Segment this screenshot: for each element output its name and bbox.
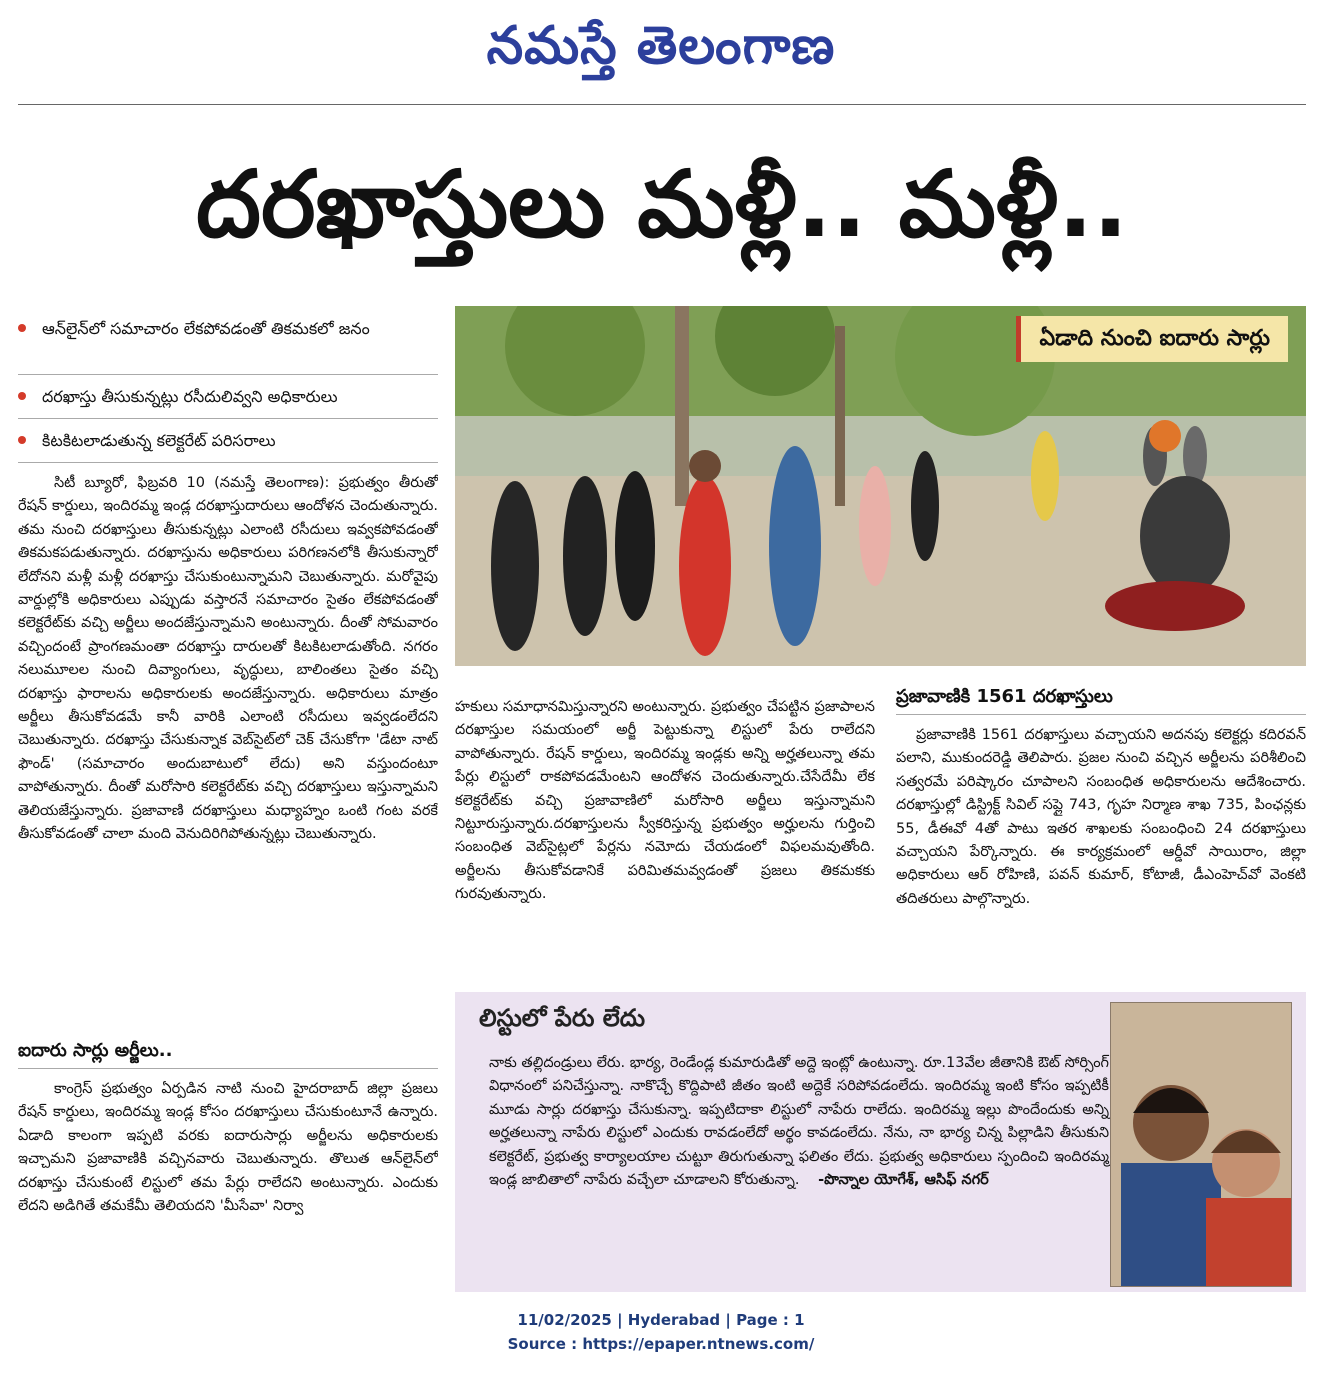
box-title: లిస్టులో పేరు లేదు [479, 1004, 646, 1032]
footer-date: 11/02/2025 | Hyderabad | Page : 1 [517, 1311, 805, 1329]
column1-body2: కాంగ్రెస్‌ ప్రభుత్వం ఏర్పడిన నాటి నుంచి హైదరాబాద్‌ జిల్లా ప్రజలు రేషన్‌ కార్డులు, ఇందిరమ్మ ఇండ్ల కోసం దరఖాస్తులు చేసుకుంటూనే ఉన్నారు. ఏడాది కాలంగా ఇప్పటి వరకు ఐదారుసార్లు అర్జీలను అధికారులకు ఇచ్చామని ప్రజావాణికి వచ్చినవారు చెబుతున్నారు. తొలుత ఆన్‌లైన్‌లో దరఖాస్తు చేసుకుంటే లిస్టులో తమ పేర్లు రాలేదని అంటున్నారు. ఎందుకు లేదని అడిగితే తమకేమీ తెలియదని 'మీసేవా' నిర్వా [18, 1081, 438, 1215]
bullet-item: కిటకిటలాడుతున్న కలెక్టరేట్‌ పరిసరాలు [18, 428, 438, 454]
portrait-figure [1111, 1003, 1291, 1286]
column3-divider [896, 714, 1306, 715]
box-signature: -పొన్నాల యోగేశ్‌, ఆసిఫ్‌ నగర్‌ [818, 1172, 989, 1189]
bullet-item: ఆన్‌లైన్‌లో సమాచారం లేకపోవడంతో తికమకలో జనం [18, 316, 438, 342]
subhead-underline [18, 1068, 438, 1069]
bullet-divider [18, 374, 438, 375]
bullet-divider [18, 462, 438, 463]
main-headline: దరఖాస్తులు మళ్లీ.. మళ్లీ.. [196, 151, 1128, 258]
column3-subhead: ప్రజావాణికి 1561 దరఖాస్తులు [896, 686, 1113, 707]
person-photo [1110, 1002, 1292, 1287]
testimonial-box [455, 992, 1306, 1292]
bullet-item: దరఖాస్తు తీసుకున్నట్లు రసీదులివ్వని అధికారులు [18, 384, 438, 410]
column2-body: హకులు సమాధానమిస్తున్నారని అంటున్నారు. ప్రభుత్వం చేపట్టిన ప్రజాపాలన దరఖాస్తుల సమయంలో అర్జీ పెట్టుకున్నా లిస్టులో పేరు రాలేదని వాపోతున్నారు. రేషన్‌ కార్డులు, ఇందిరమ్మ ఇండ్లకు అన్ని అర్హతలున్నా తమ పేర్లు లిస్టులో రాకపోవడమేంటని ఆందోళన చెందుతున్నారు.చేసేదేమీ లేక కలెక్టరేట్‌కు వచ్చి ప్రజావాణిలో మరోసారి అర్జీలు ఇస్తున్నామని నిట్టూరుస్తున్నారు.దరఖాస్తులను స్వీకరిస్తున్న ప్రభుత్వం అర్హులను గుర్తించి సంబంధిత వెబ్‌సైట్లలో పేర్లను నమోదు చేయడంలో విఫలమవుతోంది. అర్జీలను తీసుకోవడానికే పరిమితమవ్వడంతో ప్రజలు తికమకకు గురవుతున్నారు. [455, 699, 875, 903]
box-body: నాకు తల్లిదండ్రులు లేరు. భార్య, రెండేండ్ల కుమారుడితో అద్దె ఇంట్లో ఉంటున్నా. రూ.13వేల జీతానికి ఔట్‌ సోర్సింగ్‌ విధానంలో పనిచేస్తున్నా. నాకొచ్చే కొద్దిపాటి జీతం ఇంటి అద్దెకే సరిపోవడంలేదు. ఇందిరమ్మ ఇంటి కోసం ఇప్పటికీ మూడు సార్లు దరఖాస్తు చేసుకున్నా. ఇప్పటిదాకా లిస్టులో నాపేరు రాలేదు. ఇందిరమ్మ ఇల్లు పొందేందుకు అన్ని అర్హతలున్నా నాపేరు లిస్టులో ఎందుకు రావడంలేదో అర్థం కావడంలేదు. నేను, నా భార్య చిన్న పిల్లాడిని తీసుకుని కలెక్టరేట్‌, ప్రభుత్వ కార్యాలయాల చుట్టూ తిరుగుతున్నా ఫలితం లేదు. ప్రభుత్వ అధికారులు స్పందించి ఇందిరమ్మ ఇండ్ల జాబితాలో నాపేరు వచ్చేలా చూడాలని కోరుతున్నా. -పొన్నాల యోగేశ్‌, ఆసిఫ్‌ నగర్‌ [489, 1055, 1109, 1189]
bullet-dot-icon [18, 436, 26, 444]
masthead-divider [18, 104, 1306, 105]
column3-body: ప్రజావాణికి 1561 దరఖాస్తులు వచ్చాయని అదనపు కలెక్టర్లు కదిరవన్‌ పలాని, ముకుందరెడ్డి తెలిపారు. ప్రజల నుంచి వచ్చిన అర్జీలను పరిశీలించి సత్వరమే పరిష్కారం చూపాలని సంబంధిత అధికారులను ఆదేశించారు. దరఖాస్తుల్లో డిస్ట్రిక్ట్‌ సివిల్‌ సప్లై 743, గృహ నిర్మాణ శాఖ 735, పింఛన్లకు 55, డీఈవో 4తో పాటు ఇతర శాఖలకు సంబంధించి 24 దరఖాస్తులు వచ్చాయని పేర్కొన్నారు. ఈ కార్యక్రమంలో ఆర్డీవో సాయిరాం, జిల్లా అధికారులు ఆర్‌ రోహిణి, పవన్‌ కుమార్‌, కోటాజీ, డీఎంహెచ్‌వో వెంకటి తదితరులు పాల్గొన్నారు. [896, 727, 1306, 907]
news-photo [455, 306, 1306, 666]
column1-subhead: ఐదారు సార్లు అర్జీలు.. [18, 1040, 173, 1061]
photo-caption: ఏడాది నుంచి ఐదారు సార్లు [1016, 316, 1288, 362]
bullet-divider [18, 418, 438, 419]
bullet-dot-icon [18, 324, 26, 332]
footer-source: Source : https://epaper.ntnews.com/ [507, 1335, 815, 1353]
column1-body: సిటీ బ్యూరో, ఫిబ్రవరి 10 (నమస్తే తెలంగాణ): ప్రభుత్వం తీరుతో రేషన్‌ కార్డులు, ఇందిరమ్మ ఇండ్ల దరఖాస్తుదారులు ఆందోళన చెందుతున్నారు. తమ నుంచి దరఖాస్తులు తీసుకున్నట్లు ఎలాంటి రసీదులు ఇవ్వకపోవడంతో తికమకపడుతున్నారు. దరఖాస్తును అధికారులు పరిగణనలోకి తీసుకున్నారో లేదోనని మళ్లీ మళ్లీ దరఖాస్తు చేసుకుంటున్నామని చెబుతున్నారు. మరోవైపు వార్డుల్లోకి అధికారులు ఎప్పుడు వస్తారనే సమాచారం సైతం లేకపోవడంతో కలెక్టరేట్‌కు వచ్చి అర్జీలు అందజేస్తున్నామని అంటున్నారు. దీంతో సోమవారం వచ్చిందంటే ప్రాంగణమంతా దరఖాస్తు దారులతో కిటకిటలాడుతోంది. నగరం నలుమూలల నుంచి దివ్యాంగులు, వృద్ధులు, బాలింతలు సైతం వచ్చి దరఖాస్తు ఫారాలను అధికారులకు అందజేస్తున్నారు. అధికారులు మాత్రం అర్జీలు తీసుకోవడమే కానీ వారికి ఎలాంటి రసీదులు ఇవ్వడంలేదని చెబుతున్నారు. దరఖాస్తు చేసుకున్నాక వెబ్‌సైట్‌లో చెక్‌ చేసుకోగా 'డేటా నాట్‌ ఫౌండ్‌' (సమాచారం అందుబాటులో లేదు) అని వస్తుందంటూ వాపోతున్నారు. దీంతో మరోసారి కలెక్టరేట్‌కు వచ్చి దరఖాస్తులు ఇస్తున్నామని తెలియజేస్తున్నారు. ప్రజావాణి దరఖాస్తులు మధ్యాహ్నం ఒంటి గంట వరకే తీసుకోవడంతో చాలా మంది వెనుదిరిగిపోతున్నట్లు చెబుతున్నారు. [18, 475, 438, 843]
masthead-logo: నమస్తే తెలంగాణ [486, 16, 836, 76]
bullet-dot-icon [18, 392, 26, 400]
